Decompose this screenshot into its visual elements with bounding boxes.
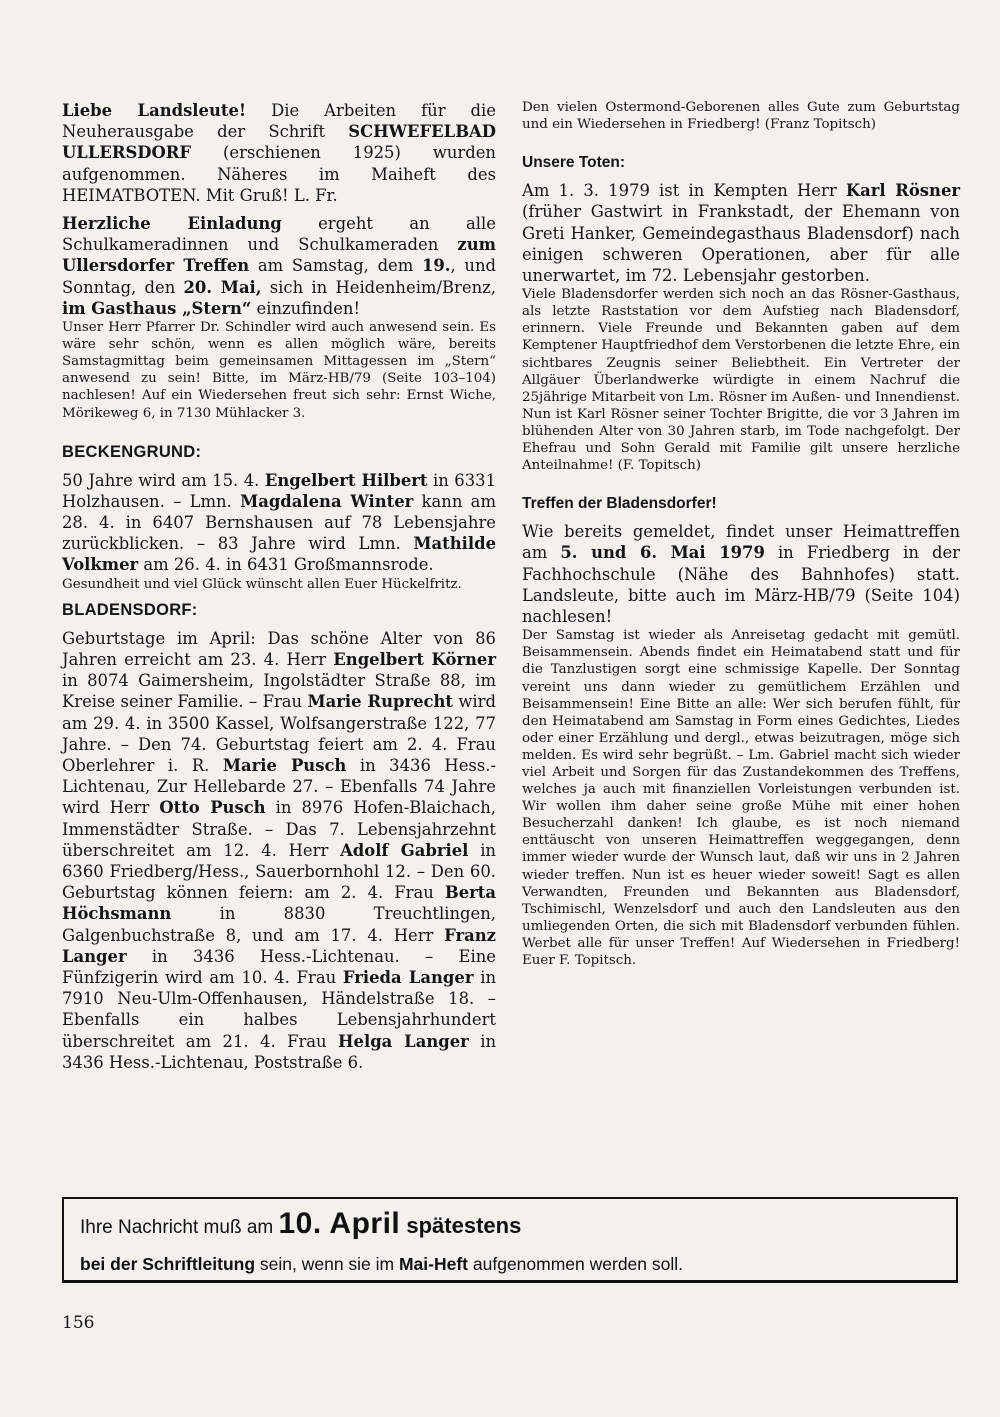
article-treffen: Wie bereits gemeldet, findet unser Heimattreffen am 5. und 6. Mai 1979 in Friedberg in der Fachhochschule (Nähe des Bahnhofes) statt. Landsleute, bitte auch im März-HB/79 (Seite 104) nachlesen!: [522, 522, 960, 627]
article-einladung-details: Unser Herr Pfarrer Dr. Schindler wird auch anwesend sein. Es wäre sehr schön, wenn es allen möglich wäre, bereits Samstagmittag beim gemeinsamen Mittagessen im „Stern“ anwesend zu sein! Bitte, im März-HB/79 (Seite 103–104) nachlesen! Auf ein Wiedersehen freut sich sehr: Ernst Wiche, Mörikeweg 6, in 7130 Mühlacker 3.: [62, 320, 496, 421]
article-beckengrund-greeting: Gesundheit und viel Glück wünscht allen Euer Hückelfritz.: [62, 576, 462, 592]
article-landsleute: Liebe Landsleute! Die Arbeiten für die Neuherausgabe der Schrift SCHWEFELBAD ULLERSDORF (erschienen 1925) wurden aufgenommen. Näheres im Maiheft des HEIMATBOTEN. Mit Gruß! L. Fr.: [62, 101, 496, 205]
article-beckengrund: 50 Jahre wird am 15. 4. Engelbert Hilbert in 6331 Holzhausen. – Lmn. Magdalena Winter kann am 28. 4. in 6407 Bernshausen auf 78 Lebensjahre zurückblicken. – 83 Jahre wird Lmn. Mathilde Volkmer am 26. 4. in 6431 Großmannsrode.: [62, 470, 497, 575]
deadline-line-2: bei der Schriftleitung sein, wenn sie im Mai-Heft aufgenommen werden soll.: [80, 1254, 683, 1274]
right-column: [522, 99, 960, 969]
section-heading-bladensdorf: BLADENSDORF:: [62, 600, 198, 619]
section-heading-beckengrund: BECKENGRUND:: [62, 442, 202, 461]
article-obituary: Am 1. 3. 1979 ist in Kempten Herr Karl Rösner (früher Gastwirt in Frankstadt, der Ehemann von Greti Hanker, Gemeindegasthaus Bladensdorf) nach einigen schweren Operationen, aber für alle unerwartet, im 72. Lebensjahr gestorben.: [522, 181, 961, 285]
bold-text: Liebe Landsleute!: [62, 101, 247, 120]
section-heading-treffen: Treffen der Bladensdorfer!: [522, 495, 717, 513]
article-obituary-details: Viele Bladensdorfer werden sich noch an das Rösner-Gasthaus, als letzte Raststation vor dem Aufstieg nach Bladensdorf, erinnern. Viele Freunde und Bekannten gaben auf dem Kemptener Hauptfriedhof dem Verstorbenen die letzte Ehre, ein sichtbares Zeugnis seiner Beliebtheit. Ein Vertreter der Allgäuer Überlandwerke würdigte in einem Nachruf die 25jährige Mitarbeit von Lm. Rösner im Außen- und Innendienst. Nun ist Karl Rösner seiner Tochter Brigitte, die vor 3 Jahren im blühenden Alter von 30 Jahren starb, im Tode nachgefolgt. Der Ehefrau und Sohn Gerald mit Familie gilt unsere herzliche Anteilnahme! (F. Topitsch): [522, 287, 960, 474]
article-bladensdorf-birthdays: Geburtstage im April: Das schöne Alter von 86 Jahren erreicht am 23. 4. Herr Engelbert Körner in 8074 Gaimersheim, Ingolstädter Straße 88, im Kreise seiner Familie. – Frau Marie Ruprecht wird am 29. 4. in 3500 Kassel, Wolfsangerstraße 122, 77 Jahre. – Den 74. Geburtstag feiert am 2. 4. Frau Oberlehrer i. R. Marie Pusch in 3436 Hess.-Lichtenau, Zur Hellebarde 27. – Ebenfalls 74 Jahre wird Herr Otto Pusch in 8976 Hofen-Blaichach, Immenstädter Straße. – Das 7. Lebensjahrzehnt überschreitet am 12. 4. Herr Adolf Gabriel in 6360 Friedberg/Hess., Sauerbornhohl 12. – Den 60. Geburtstag können feiern: am 2. 4. Frau Berta Höchsmann in 8830 Treuchtlingen, Galgenbuchstraße 8, und am 17. 4. Herr Franz Langer in 3436 Hess.-Lichtenau. – Eine Fünfzigerin wird am 10. 4. Frau Frieda Langer in 7910 Neu-Ulm-Offenhausen, Händelstraße 18. – Ebenfalls ein halbes Lebensjahrhundert überschreitet am 21. 4. Frau Helga Langer in 3436 Hess.-Lichtenau, Poststraße 6.: [62, 628, 497, 1072]
section-heading-toten: Unsere Toten:: [522, 154, 626, 172]
deadline-notice-box: [62, 1197, 958, 1283]
article-treffen-details: Der Samstag ist wieder als Anreisetag gedacht mit gemütl. Beisammensein. Abends findet ein Heimatabend statt und für die Tanzlustigen sorgt eine schmissige Kapelle. Der Sonntag vereint uns dann wieder zu gemütlichem Erzählen und Beisammensein! Eine Bitte an alle: Wer sich berufen fühlt, für den Heimatabend am Samstag in Form eines Gedichtes, Liedes oder einer Erzählung und dergl., etwas beizutragen, möge sich melden. Es wird sehr begrüßt. – Lm. Gabriel macht sich wieder viel Arbeit und Sorgen für das Zustandekommen des Treffens, welches ja auch mit finanziellen Vorleistungen verbunden ist. Wir wollen ihm daher seine große Mühe mit einer hohen Besucherzahl danken! Ich glaube, es ist noch niemand enttäuscht von unseren Heimattreffen weggegangen, denn immer wieder wurde der Wunsch laut, daß wir uns in 2 Jahren wieder treffen. Nun ist es heuer wieder soweit! Sagt es allen Verwandten, Freunden und Bekannten aus Bladensdorf, Tschimischl, Wenzelsdorf und auch den Landsleuten aus den umliegenden Orten, die sich mit Bladensdorf verbunden fühlen. Werbet alle für unser Treffen! Auf Wiedersehen in Friedberg! Euer F. Topitsch.: [522, 628, 960, 969]
left-column: [62, 100, 496, 1073]
article-ostermond: Den vielen Ostermond-Geborenen alles Gute zum Geburtstag und ein Wiedersehen in Friedberg! (Franz Topitsch): [522, 100, 960, 133]
deadline-date: 10. April: [278, 1207, 401, 1240]
bold-text: SCHWEFELBAD ULLERSDORF: [62, 122, 496, 163]
page-number: 156: [62, 1313, 95, 1333]
deadline-line-1: Ihre Nachricht muß am 10. April spätestens: [80, 1207, 522, 1240]
article-einladung: Herzliche Einladung ergeht an alle Schulkameradinnen und Schulkameraden zum Ullersdorfer Treffen am Samstag, dem 19., und Sonntag, den 20. Mai, sich in Heidenheim/Brenz, im Gasthaus „Stern“ einzufinden!: [62, 214, 496, 318]
